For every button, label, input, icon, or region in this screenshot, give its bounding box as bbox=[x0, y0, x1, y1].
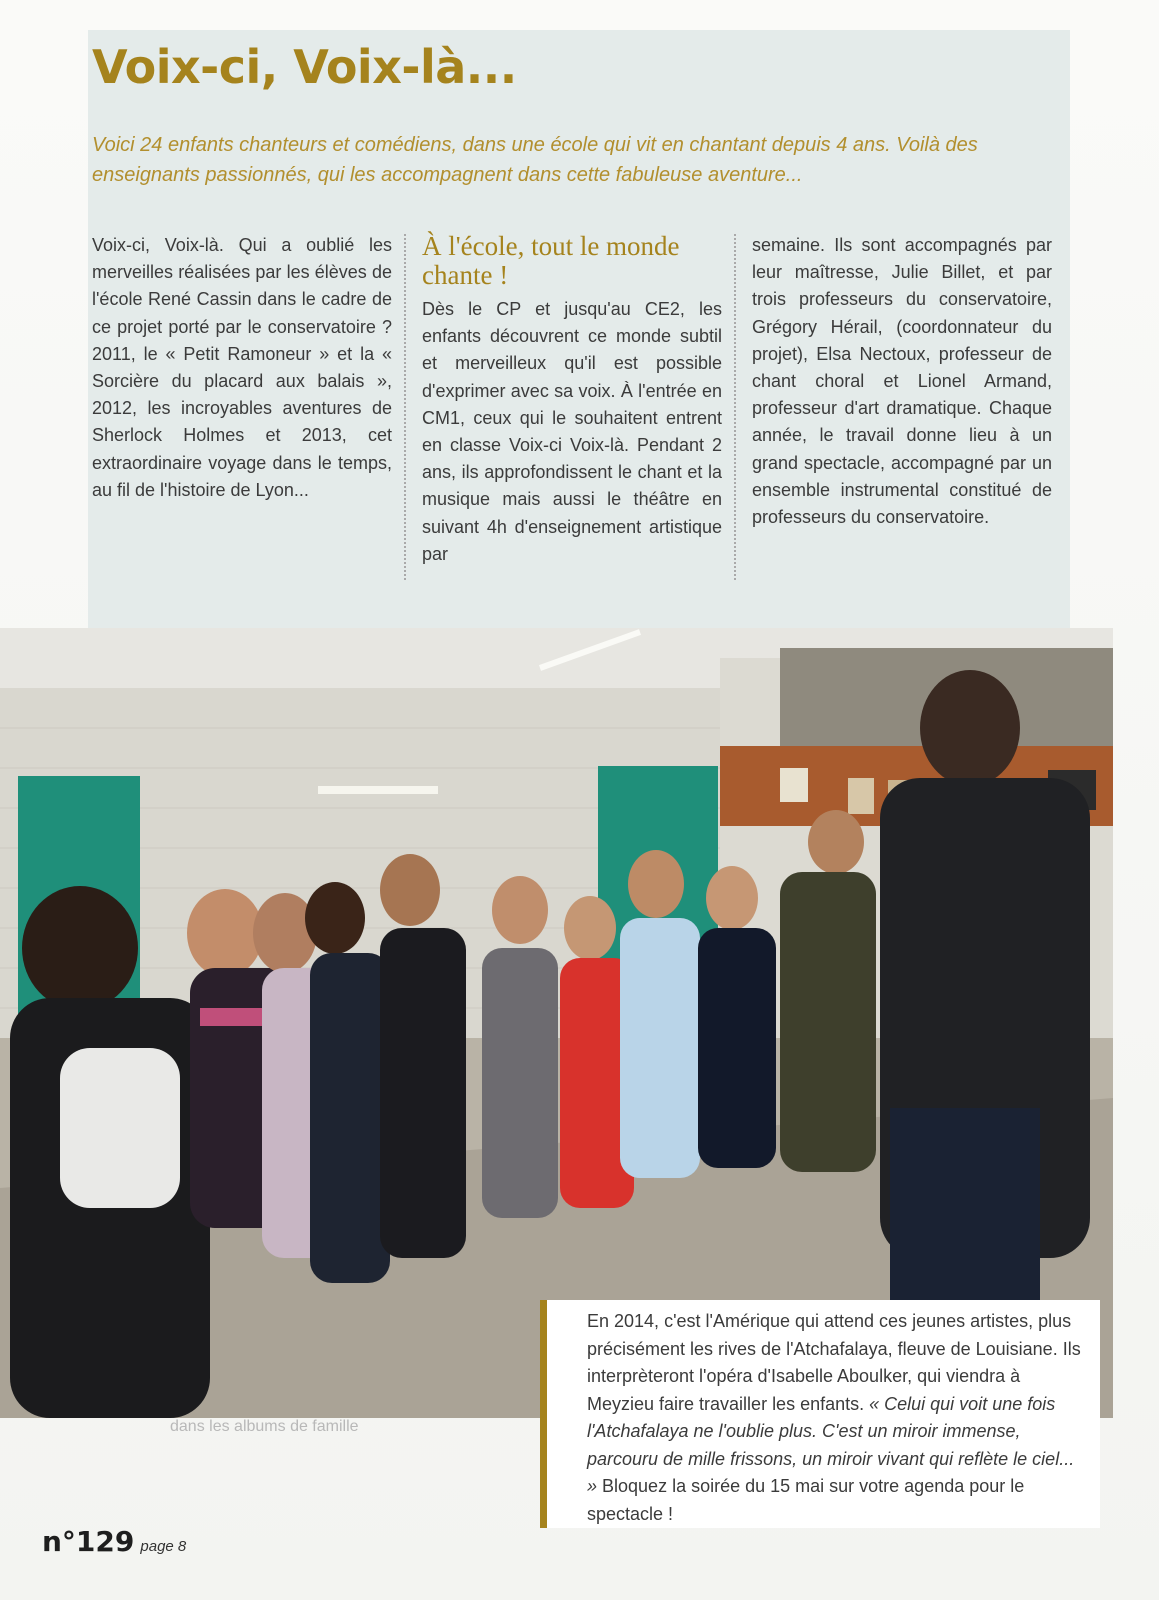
column-divider bbox=[734, 234, 736, 580]
caption-text-before: En 2014, c'est l'Amérique qui attend ces jeunes artistes, plus précisément les rives de l'Atchafalaya, fleuve de Louisiane. Ils interprèteront l'opéra d'Isabelle Aboulker, qui viendra à Meyzieu faire travailler les enfants. bbox=[587, 1311, 1081, 1414]
article-lead: Voici 24 enfants chanteurs et comédiens, dans une école qui vit en chantant depuis 4 ans. Voilà des enseignants passionnés, qui les accompagnent dans cette fabuleuse aventure... bbox=[92, 134, 978, 186]
column-1-text: Voix-ci, Voix-là. Qui a oublié les merveilles réalisées par les élèves de l'école René Cassin dans le cadre de ce projet porté par le conservatoire ? 2011, le « Petit Ramoneur » et la « Sorcière du placard aux balais », 2012, les incroyables aventures de Sherlock Holmes et 2013, cet extraordinaire voyage dans le temps, au fil de l'histoire de Lyon... bbox=[92, 235, 392, 500]
column-divider bbox=[404, 234, 406, 580]
column-2 bbox=[422, 232, 722, 568]
caption-box bbox=[540, 1300, 1100, 1528]
issue-number: n°129 bbox=[42, 1525, 135, 1558]
column-3-text: semaine. Ils sont accompagnés par leur maîtresse, Julie Billet, et par trois professeurs du conservatoire, Grégory Hérail, (coordonnateur du projet), Elsa Nectoux, professeur de chant choral et Lionel Armand, professeur d'art dramatique. Chaque année, le travail donne lieu à un grand spectacle, accompagné par un ensemble instrumental constitué de professeurs du conservatoire. bbox=[752, 235, 1052, 528]
caption-quote: « Celui qui voit une fois l'Atchafalaya ne l'oublie plus. C'est un miroir immense, parcouru de mille frissons, un miroir vivant qui reflète le ciel... » bbox=[587, 1393, 1075, 1496]
column-2-heading: À l'école, tout le monde chante ! bbox=[422, 231, 680, 290]
caption-text-after: Bloquez la soirée du 15 mai sur votre agenda pour le spectacle ! bbox=[587, 1476, 1025, 1524]
caption-text bbox=[587, 1308, 1086, 1528]
article-title: Voix-ci, Voix-là... bbox=[92, 40, 517, 94]
column-2-text: Dès le CP et jusqu'au CE2, les enfants découvrent ce monde subtil et merveilleux qu'il est possible d'exprimer avec sa voix. À l'entrée en CM1, ceux qui le souhaitent entrent en classe Voix-ci Voix-là. Pendant 2 ans, ils approfondissent le chant et la musique mais aussi le théâtre en suivant 4h d'enseignement artistique par bbox=[422, 299, 722, 564]
ghost-text: dans les albums de famille bbox=[170, 1418, 359, 1435]
page-footer bbox=[42, 1525, 186, 1558]
page-number: page 8 bbox=[140, 1538, 187, 1555]
